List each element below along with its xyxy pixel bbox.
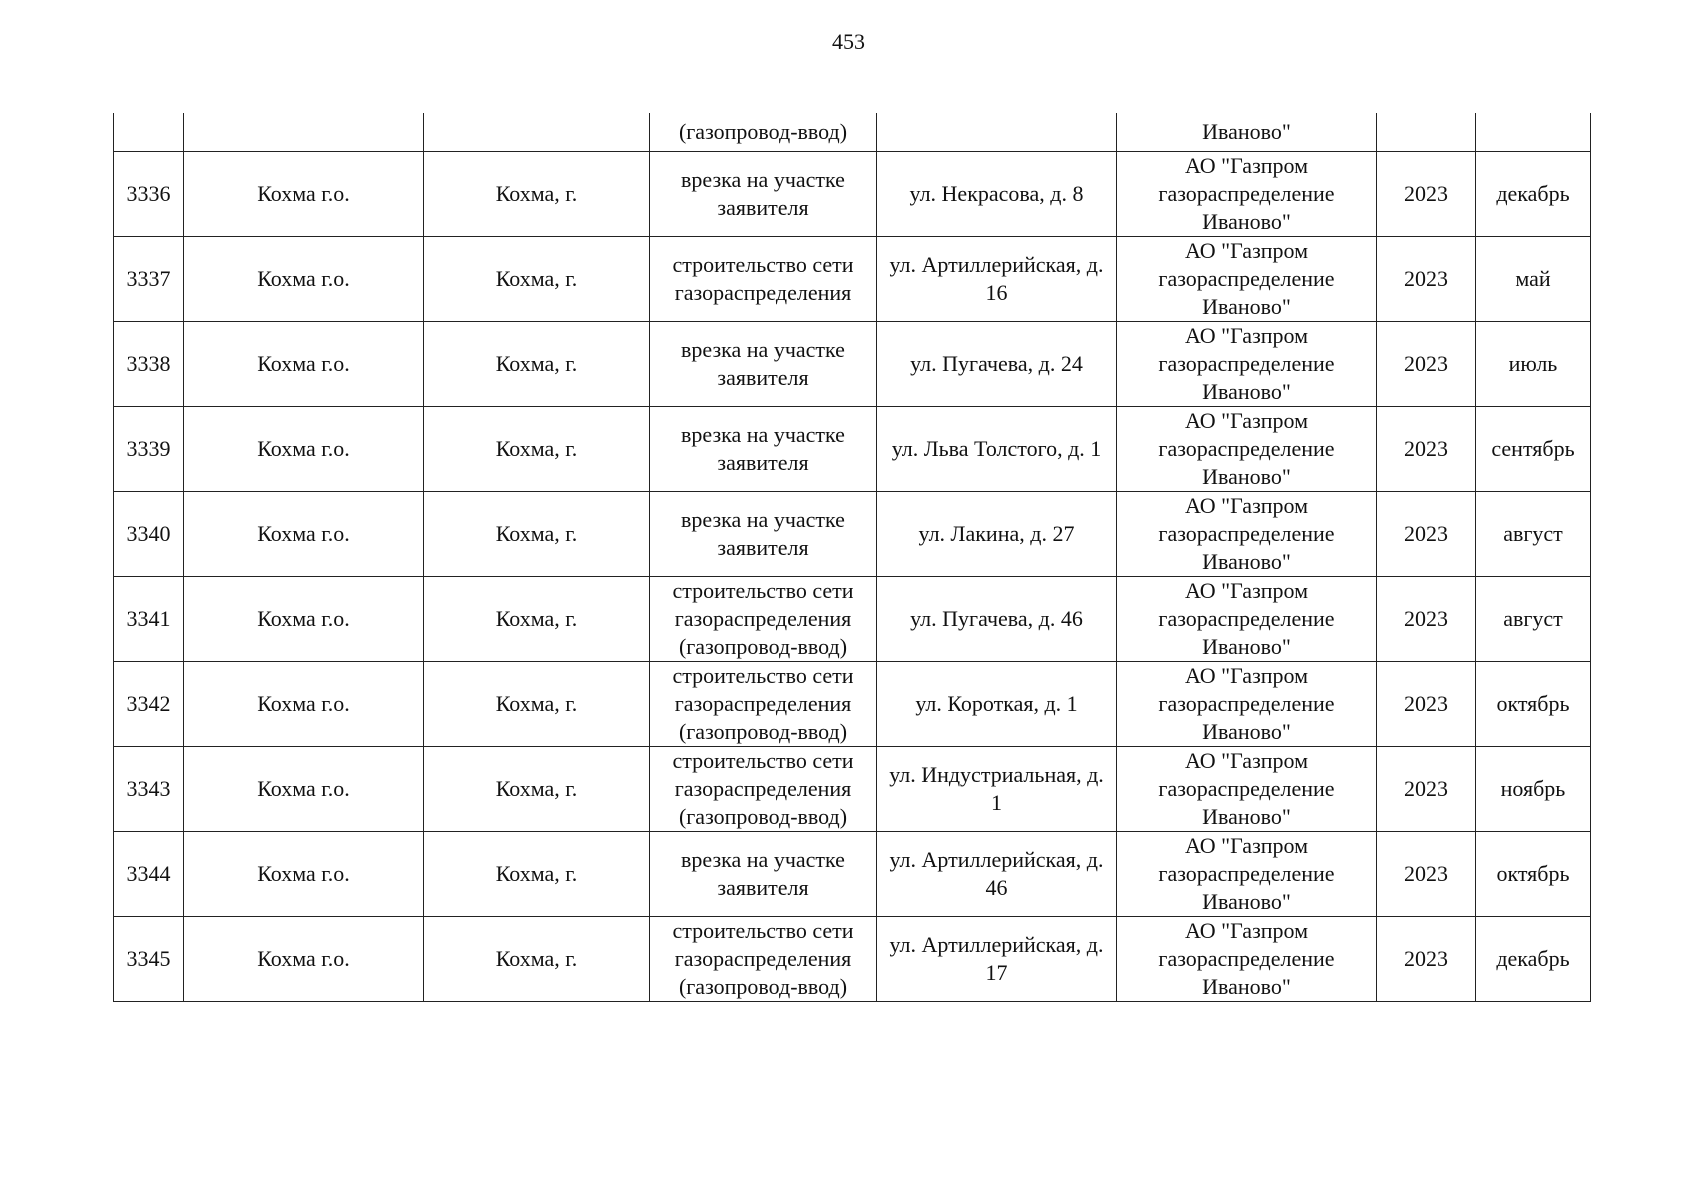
table-row bbox=[114, 407, 1591, 492]
cell-work-type: врезка на участке заявителя bbox=[650, 322, 877, 407]
cell-locality: Кохма, г. bbox=[424, 322, 650, 407]
cell-month bbox=[1476, 113, 1591, 152]
cell-month: сентябрь bbox=[1476, 407, 1591, 492]
table-row bbox=[114, 662, 1591, 747]
cell-num: 3339 bbox=[114, 407, 184, 492]
cell-num: 3345 bbox=[114, 917, 184, 1002]
cell-month: август bbox=[1476, 492, 1591, 577]
table-row bbox=[114, 917, 1591, 1002]
cell-org: АО "Газпром газораспределение Иваново" bbox=[1117, 747, 1377, 832]
cell-work-type: строительство сети газораспределения bbox=[650, 237, 877, 322]
cell-org: АО "Газпром газораспределение Иваново" bbox=[1117, 662, 1377, 747]
cell-year bbox=[1377, 113, 1476, 152]
cell-work-type: врезка на участке заявителя bbox=[650, 832, 877, 917]
table-row bbox=[114, 577, 1591, 662]
table-row bbox=[114, 747, 1591, 832]
cell-year: 2023 bbox=[1377, 917, 1476, 1002]
cell-address: ул. Индустриальная, д. 1 bbox=[877, 747, 1117, 832]
cell-year: 2023 bbox=[1377, 662, 1476, 747]
cell-org: АО "Газпром газораспределение Иваново" bbox=[1117, 492, 1377, 577]
cell-address: ул. Короткая, д. 1 bbox=[877, 662, 1117, 747]
cell-month: июль bbox=[1476, 322, 1591, 407]
cell-address bbox=[877, 113, 1117, 152]
cell-month: декабрь bbox=[1476, 152, 1591, 237]
cell-locality: Кохма, г. bbox=[424, 237, 650, 322]
cell-num bbox=[114, 113, 184, 152]
cell-year: 2023 bbox=[1377, 322, 1476, 407]
cell-locality: Кохма, г. bbox=[424, 407, 650, 492]
cell-year: 2023 bbox=[1377, 237, 1476, 322]
cell-month: ноябрь bbox=[1476, 747, 1591, 832]
cell-work-type: строительство сети газораспределения (газопровод-ввод) bbox=[650, 577, 877, 662]
cell-org: АО "Газпром газораспределение Иваново" bbox=[1117, 407, 1377, 492]
cell-work-type: (газопровод-ввод) bbox=[650, 113, 877, 152]
cell-district: Кохма г.о. bbox=[184, 747, 424, 832]
cell-address: ул. Пугачева, д. 24 bbox=[877, 322, 1117, 407]
cell-address: ул. Лакина, д. 27 bbox=[877, 492, 1117, 577]
cell-address: ул. Некрасова, д. 8 bbox=[877, 152, 1117, 237]
gas-network-table bbox=[113, 113, 1591, 1002]
cell-num: 3336 bbox=[114, 152, 184, 237]
cell-district: Кохма г.о. bbox=[184, 662, 424, 747]
cell-year: 2023 bbox=[1377, 577, 1476, 662]
cell-year: 2023 bbox=[1377, 747, 1476, 832]
cell-month: декабрь bbox=[1476, 917, 1591, 1002]
cell-locality: Кохма, г. bbox=[424, 662, 650, 747]
cell-month: май bbox=[1476, 237, 1591, 322]
cell-locality: Кохма, г. bbox=[424, 747, 650, 832]
cell-district: Кохма г.о. bbox=[184, 322, 424, 407]
cell-locality: Кохма, г. bbox=[424, 492, 650, 577]
cell-address: ул. Артиллерийская, д. 17 bbox=[877, 917, 1117, 1002]
cell-work-type: строительство сети газораспределения (газопровод-ввод) bbox=[650, 917, 877, 1002]
cell-year: 2023 bbox=[1377, 832, 1476, 917]
table-row bbox=[114, 832, 1591, 917]
table-row bbox=[114, 237, 1591, 322]
cell-num: 3340 bbox=[114, 492, 184, 577]
continuation-row bbox=[114, 113, 1591, 152]
cell-org: АО "Газпром газораспределение Иваново" bbox=[1117, 917, 1377, 1002]
cell-locality: Кохма, г. bbox=[424, 577, 650, 662]
cell-address: ул. Льва Толстого, д. 1 bbox=[877, 407, 1117, 492]
cell-locality: Кохма, г. bbox=[424, 152, 650, 237]
cell-num: 3338 bbox=[114, 322, 184, 407]
cell-district: Кохма г.о. bbox=[184, 917, 424, 1002]
cell-org: АО "Газпром газораспределение Иваново" bbox=[1117, 577, 1377, 662]
table-row bbox=[114, 152, 1591, 237]
cell-district: Кохма г.о. bbox=[184, 832, 424, 917]
cell-num: 3342 bbox=[114, 662, 184, 747]
cell-year: 2023 bbox=[1377, 492, 1476, 577]
cell-work-type: врезка на участке заявителя bbox=[650, 407, 877, 492]
cell-num: 3341 bbox=[114, 577, 184, 662]
cell-org: АО "Газпром газораспределение Иваново" bbox=[1117, 832, 1377, 917]
cell-org: Иваново" bbox=[1117, 113, 1377, 152]
cell-num: 3344 bbox=[114, 832, 184, 917]
cell-address: ул. Артиллерийская, д. 46 bbox=[877, 832, 1117, 917]
cell-district: Кохма г.о. bbox=[184, 237, 424, 322]
cell-district: Кохма г.о. bbox=[184, 577, 424, 662]
cell-num: 3337 bbox=[114, 237, 184, 322]
cell-address: ул. Артиллерийская, д. 16 bbox=[877, 237, 1117, 322]
cell-district bbox=[184, 113, 424, 152]
cell-org: АО "Газпром газораспределение Иваново" bbox=[1117, 322, 1377, 407]
cell-year: 2023 bbox=[1377, 407, 1476, 492]
cell-work-type: строительство сети газораспределения (газопровод-ввод) bbox=[650, 747, 877, 832]
cell-locality: Кохма, г. bbox=[424, 832, 650, 917]
cell-month: октябрь bbox=[1476, 662, 1591, 747]
cell-district: Кохма г.о. bbox=[184, 152, 424, 237]
cell-org: АО "Газпром газораспределение Иваново" bbox=[1117, 152, 1377, 237]
table-row bbox=[114, 492, 1591, 577]
cell-locality bbox=[424, 113, 650, 152]
cell-address: ул. Пугачева, д. 46 bbox=[877, 577, 1117, 662]
cell-year: 2023 bbox=[1377, 152, 1476, 237]
cell-district: Кохма г.о. bbox=[184, 407, 424, 492]
cell-num: 3343 bbox=[114, 747, 184, 832]
cell-work-type: врезка на участке заявителя bbox=[650, 152, 877, 237]
cell-org: АО "Газпром газораспределение Иваново" bbox=[1117, 237, 1377, 322]
cell-district: Кохма г.о. bbox=[184, 492, 424, 577]
cell-locality: Кохма, г. bbox=[424, 917, 650, 1002]
cell-work-type: врезка на участке заявителя bbox=[650, 492, 877, 577]
cell-work-type: строительство сети газораспределения (газопровод-ввод) bbox=[650, 662, 877, 747]
cell-month: октябрь bbox=[1476, 832, 1591, 917]
cell-month: август bbox=[1476, 577, 1591, 662]
table-row bbox=[114, 322, 1591, 407]
page-number: 453 bbox=[832, 29, 865, 54]
